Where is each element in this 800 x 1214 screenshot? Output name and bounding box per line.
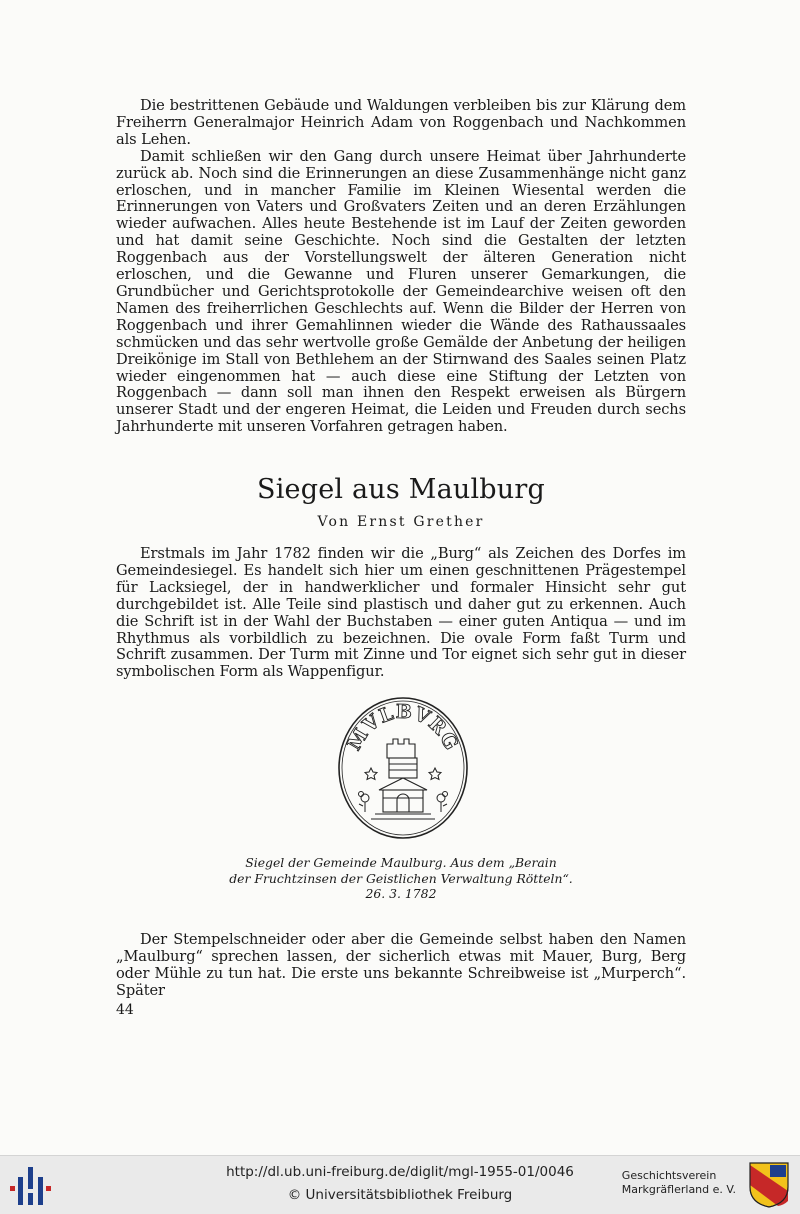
- article-text-block-continued: [116, 932, 686, 1000]
- society-name-line: Markgräflerland e. V.: [621, 1183, 736, 1196]
- caption-line: Siegel der Gemeinde Maulburg. Aus dem „Berain: [245, 855, 557, 870]
- paragraph: Erstmals im Jahr 1782 finden wir die „Burg“ als Zeichen des Dorfes im Gemeindesiegel. Es handelt sich hier um einen geschnittenen Prägestempel für Lacksiegel, der in handwerklicher und formaler Hinsicht sehr gut durchgebildet ist. Alle Teile sind plastisch und daher gut zu erkennen. Auch die Schrift ist in der Wahl der Buchstaben — einer guten Antiqua — und im Rhythmus als vorbildlich zu bezeichnen. Die ovale Form faßt Turm und Schrift zusammen. Der Turm mit Zinne und Tor eignet sich sehr gut in dieser symbolischen Form als Wappenfigur.: [116, 545, 686, 681]
- society-name: [622, 1169, 736, 1197]
- copyright-notice: © Universitätsbibliothek Freiburg: [287, 1187, 513, 1203]
- caption-line: der Fruchtzinsen der Geistlichen Verwaltung Rötteln“.: [229, 870, 573, 886]
- page-number: 44: [116, 1002, 134, 1018]
- seal-inscription: MVLBVRG: [343, 700, 463, 755]
- permalink-url[interactable]: http://dl.ub.uni-freiburg.de/diglit/mgl-1955-01/0046: [226, 1164, 574, 1180]
- maulburg-seal-image: [335, 694, 471, 842]
- svg-text:MVLBVRG: [343, 701, 463, 755]
- paragraph: Der Stempelschneider oder aber die Gemeinde selbst haben den Namen „Maulburg“ sprechen lassen, der sicherlich etwas mit Mauer, Burg, Berg oder Mühle zu tun hat. Die erste uns bekannte Schreibweise ist „Murperch“. Später: [116, 931, 686, 999]
- paragraph: Die bestrittenen Gebäude und Waldungen verbleiben bis zur Klärung dem Freiherrn Generalmajor Heinrich Adam von Roggenbach und Nachkommen als Lehen.: [116, 97, 686, 148]
- tower-drawing: [371, 739, 435, 819]
- society-name-line: Geschichtsverein: [621, 1169, 717, 1182]
- intro-text-block: [116, 98, 686, 436]
- article-title: Siegel aus Maulburg: [257, 474, 545, 505]
- paragraph: Damit schließen wir den Gang durch unsere Heimat über Jahrhunderte zurück ab. Noch sind die Erinnerungen an diese Zusammenhänge nicht ganz erloschen, und in mancher Familie im Kleinen Wiesental werden die Erinnerungen von Vaters und Großvaters Zeiten und an deren Erzählungen wieder aufwachen. Alles heute Bestehende ist im Lauf der Zeiten geworden und hat damit seine Geschichte. Noch sind die Gestalten der letzten Roggenbach aus der Vorstellungswelt der älteren Generation nicht erloschen, und die Gewanne und Fluren unserer Gemarkungen, die Grundbücher und Gerichtsprotokolle der Gemeindearchive weisen oft den Namen des freiherrlichen Geschlechts auf. Wenn die Bilder der Herren von Roggenbach und ihrer Gemahlinnen wieder die Wände des Rathaussaales schmücken und das sehr wertvolle große Gemälde der Anbetung der heiligen Dreikönige im Stall von Bethlehem an der Stirnwand des Saales seinen Platz wieder eingenommen hat — auch diese eine Stiftung der Letzten von Roggenbach — dann soll man ihnen den Respekt erweisen als Bürgern unserer Stadt und der engeren Heimat, die Leiden und Freuden durch sechs Jahrhunderte mit unseren Vorfahren getragen haben.: [116, 147, 686, 436]
- caption-date: 26. 3. 1782: [365, 886, 437, 901]
- viewer-footer: [0, 1155, 800, 1214]
- ub-freiburg-logo-icon: [8, 1165, 54, 1207]
- crest-icon: [748, 1161, 790, 1209]
- article-text-block: [116, 546, 686, 681]
- article-byline: Von Ernst Grether: [317, 514, 485, 530]
- seal-caption: [116, 855, 686, 902]
- flower-icons: [359, 792, 448, 813]
